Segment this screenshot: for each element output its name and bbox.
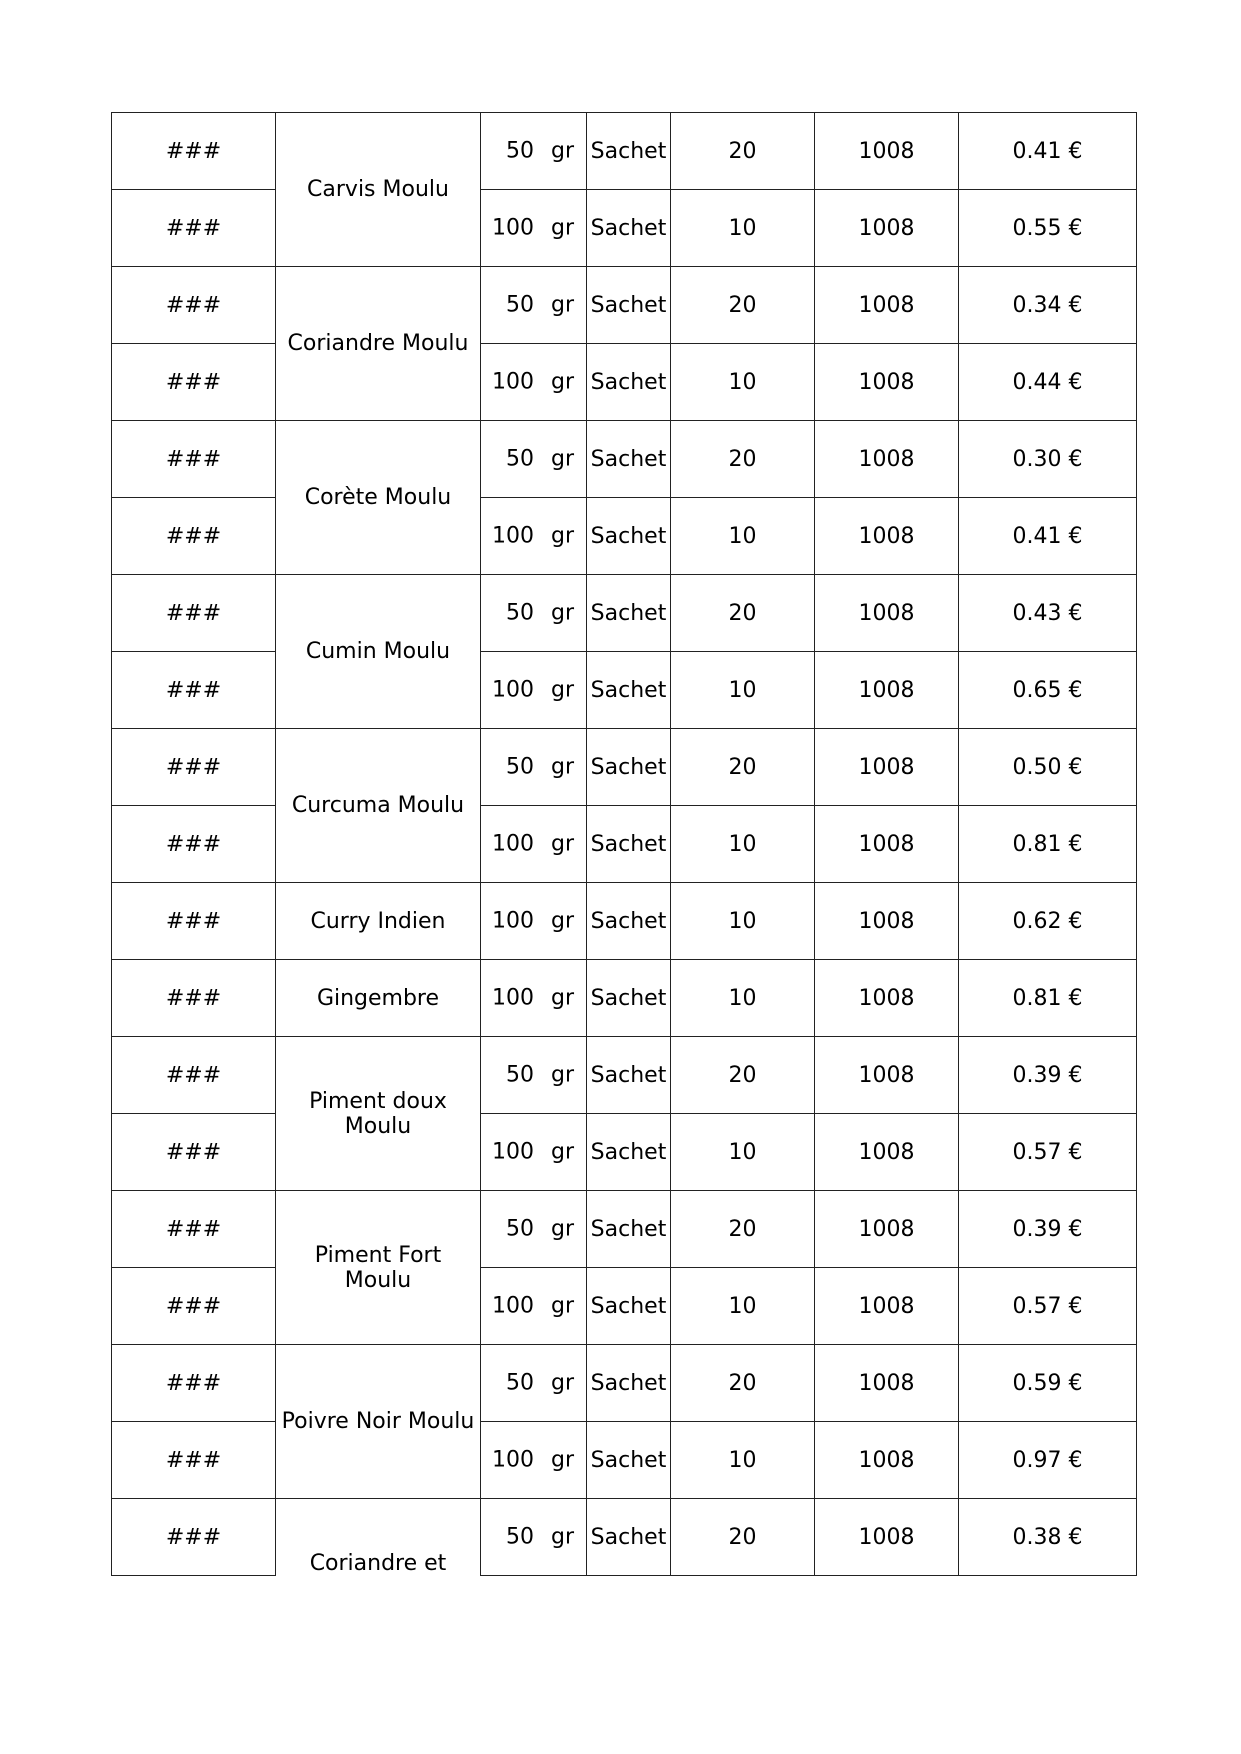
reference-cell: 1008 [815,113,959,190]
reference-cell: 1008 [815,190,959,267]
reference-cell: 1008 [815,1345,959,1422]
reference-cell: 1008 [815,575,959,652]
reference-cell: 1008 [815,1037,959,1114]
quantity-value: 100 [492,523,534,549]
quantity-value: 50 [506,446,534,472]
quantity-unit: gr [550,908,574,934]
product-code-cell: ### [112,1268,276,1345]
product-name-cell: Poivre Noir Moulu [276,1345,481,1499]
product-name-cell: Curcuma Moulu [276,729,481,883]
packaging-cell: Sachet [587,1114,671,1191]
units-per-box-cell: 10 [671,960,815,1037]
packaging-cell: Sachet [587,1191,671,1268]
reference-cell: 1008 [815,421,959,498]
quantity-cell [481,1037,587,1114]
table-row [112,652,1137,729]
price-table [111,112,1137,1576]
price-cell: 0.34 € [959,267,1137,344]
product-name-text: Coriandre et [309,1551,447,1576]
price-cell: 0.57 € [959,1268,1137,1345]
table-row [112,421,1137,498]
quantity-cell [481,421,587,498]
units-per-box-cell: 20 [671,113,815,190]
quantity-unit: gr [550,1139,574,1165]
packaging-cell: Sachet [587,1422,671,1499]
product-name-cell [276,1499,481,1576]
quantity-value: 100 [492,369,534,395]
quantity-cell [481,113,587,190]
product-code-cell: ### [112,267,276,344]
product-name-cell: Curry Indien [276,883,481,960]
product-name-cell: Carvis Moulu [276,113,481,267]
product-code-cell: ### [112,1037,276,1114]
packaging-cell: Sachet [587,883,671,960]
product-code-cell: ### [112,113,276,190]
price-cell: 0.39 € [959,1191,1137,1268]
price-cell: 0.59 € [959,1345,1137,1422]
table-row [112,575,1137,652]
quantity-unit: gr [550,369,574,395]
product-code-cell: ### [112,1499,276,1576]
quantity-value: 100 [492,677,534,703]
reference-cell: 1008 [815,1268,959,1345]
product-name-cell: Coriandre Moulu [276,267,481,421]
product-code-cell: ### [112,729,276,806]
packaging-cell: Sachet [587,729,671,806]
quantity-unit: gr [550,1216,574,1242]
table-row [112,883,1137,960]
quantity-unit: gr [550,1447,574,1473]
price-cell: 0.81 € [959,806,1137,883]
packaging-cell: Sachet [587,1499,671,1576]
reference-cell: 1008 [815,1114,959,1191]
reference-cell: 1008 [815,1191,959,1268]
table-row [112,190,1137,267]
product-name-cell: Piment doux Moulu [276,1037,481,1191]
quantity-unit: gr [550,1370,574,1396]
reference-cell: 1008 [815,960,959,1037]
units-per-box-cell: 10 [671,498,815,575]
quantity-cell [481,1268,587,1345]
quantity-cell [481,1114,587,1191]
quantity-unit: gr [550,446,574,472]
table-row [112,498,1137,575]
table-row [112,729,1137,806]
units-per-box-cell: 20 [671,1499,815,1576]
price-cell: 0.65 € [959,652,1137,729]
packaging-cell: Sachet [587,421,671,498]
price-cell: 0.44 € [959,344,1137,421]
quantity-unit: gr [550,138,574,164]
quantity-value: 50 [506,1216,534,1242]
units-per-box-cell: 20 [671,1345,815,1422]
product-code-cell: ### [112,190,276,267]
reference-cell: 1008 [815,883,959,960]
table-row [112,1345,1137,1422]
product-name-cell: Corète Moulu [276,421,481,575]
quantity-unit: gr [550,1293,574,1319]
product-name-cell: Gingembre [276,960,481,1037]
table-row [112,113,1137,190]
quantity-cell [481,575,587,652]
quantity-unit: gr [550,292,574,318]
product-name-cell: Cumin Moulu [276,575,481,729]
packaging-cell: Sachet [587,575,671,652]
table-row [112,267,1137,344]
quantity-value: 100 [492,215,534,241]
price-cell: 0.97 € [959,1422,1137,1499]
packaging-cell: Sachet [587,1037,671,1114]
packaging-cell: Sachet [587,190,671,267]
table-row [112,344,1137,421]
quantity-value: 100 [492,1293,534,1319]
packaging-cell: Sachet [587,806,671,883]
product-code-cell: ### [112,344,276,421]
quantity-value: 50 [506,1062,534,1088]
reference-cell: 1008 [815,806,959,883]
reference-cell: 1008 [815,729,959,806]
quantity-unit: gr [550,677,574,703]
price-cell: 0.57 € [959,1114,1137,1191]
product-code-cell: ### [112,652,276,729]
units-per-box-cell: 10 [671,1268,815,1345]
table-row [112,1037,1137,1114]
packaging-cell: Sachet [587,267,671,344]
quantity-cell [481,1191,587,1268]
price-cell: 0.50 € [959,729,1137,806]
units-per-box-cell: 10 [671,344,815,421]
units-per-box-cell: 10 [671,883,815,960]
units-per-box-cell: 20 [671,421,815,498]
quantity-value: 100 [492,908,534,934]
packaging-cell: Sachet [587,498,671,575]
quantity-value: 100 [492,831,534,857]
reference-cell: 1008 [815,1422,959,1499]
units-per-box-cell: 10 [671,1422,815,1499]
quantity-unit: gr [550,985,574,1011]
table-row [112,960,1137,1037]
packaging-cell: Sachet [587,652,671,729]
quantity-cell [481,190,587,267]
quantity-unit: gr [550,600,574,626]
quantity-value: 50 [506,1524,534,1550]
product-code-cell: ### [112,498,276,575]
price-cell: 0.41 € [959,113,1137,190]
price-cell: 0.81 € [959,960,1137,1037]
quantity-cell [481,729,587,806]
quantity-value: 100 [492,985,534,1011]
packaging-cell: Sachet [587,1268,671,1345]
quantity-cell [481,1499,587,1576]
quantity-value: 100 [492,1139,534,1165]
price-cell: 0.43 € [959,575,1137,652]
quantity-value: 50 [506,1370,534,1396]
price-cell: 0.39 € [959,1037,1137,1114]
quantity-cell [481,1422,587,1499]
product-code-cell: ### [112,960,276,1037]
product-name-cell: Piment Fort Moulu [276,1191,481,1345]
reference-cell: 1008 [815,1499,959,1576]
packaging-cell: Sachet [587,1345,671,1422]
product-code-cell: ### [112,1422,276,1499]
quantity-unit: gr [550,523,574,549]
quantity-value: 100 [492,1447,534,1473]
units-per-box-cell: 20 [671,729,815,806]
quantity-cell [481,806,587,883]
table-row [112,1422,1137,1499]
packaging-cell: Sachet [587,960,671,1037]
packaging-cell: Sachet [587,113,671,190]
quantity-cell [481,498,587,575]
units-per-box-cell: 20 [671,267,815,344]
product-code-cell: ### [112,806,276,883]
reference-cell: 1008 [815,652,959,729]
product-code-cell: ### [112,575,276,652]
reference-cell: 1008 [815,344,959,421]
quantity-value: 50 [506,292,534,318]
quantity-unit: gr [550,1524,574,1550]
packaging-cell: Sachet [587,344,671,421]
units-per-box-cell: 20 [671,1037,815,1114]
price-cell: 0.41 € [959,498,1137,575]
quantity-cell [481,1345,587,1422]
price-cell: 0.30 € [959,421,1137,498]
quantity-cell [481,883,587,960]
quantity-cell [481,960,587,1037]
units-per-box-cell: 20 [671,1191,815,1268]
quantity-cell [481,652,587,729]
reference-cell: 1008 [815,267,959,344]
quantity-cell [481,267,587,344]
quantity-unit: gr [550,1062,574,1088]
table-row [112,1114,1137,1191]
price-cell: 0.62 € [959,883,1137,960]
product-code-cell: ### [112,1114,276,1191]
price-cell: 0.38 € [959,1499,1137,1576]
table-row [112,1268,1137,1345]
table-row [112,1191,1137,1268]
table-row [112,1499,1137,1576]
quantity-unit: gr [550,215,574,241]
quantity-unit: gr [550,754,574,780]
units-per-box-cell: 10 [671,1114,815,1191]
quantity-cell [481,344,587,421]
units-per-box-cell: 10 [671,806,815,883]
product-code-cell: ### [112,883,276,960]
units-per-box-cell: 20 [671,575,815,652]
quantity-unit: gr [550,831,574,857]
reference-cell: 1008 [815,498,959,575]
units-per-box-cell: 10 [671,652,815,729]
product-code-cell: ### [112,1345,276,1422]
quantity-value: 50 [506,600,534,626]
product-code-cell: ### [112,1191,276,1268]
table-body [112,113,1137,1576]
table-row [112,806,1137,883]
quantity-value: 50 [506,138,534,164]
product-code-cell: ### [112,421,276,498]
price-cell: 0.55 € [959,190,1137,267]
units-per-box-cell: 10 [671,190,815,267]
quantity-value: 50 [506,754,534,780]
